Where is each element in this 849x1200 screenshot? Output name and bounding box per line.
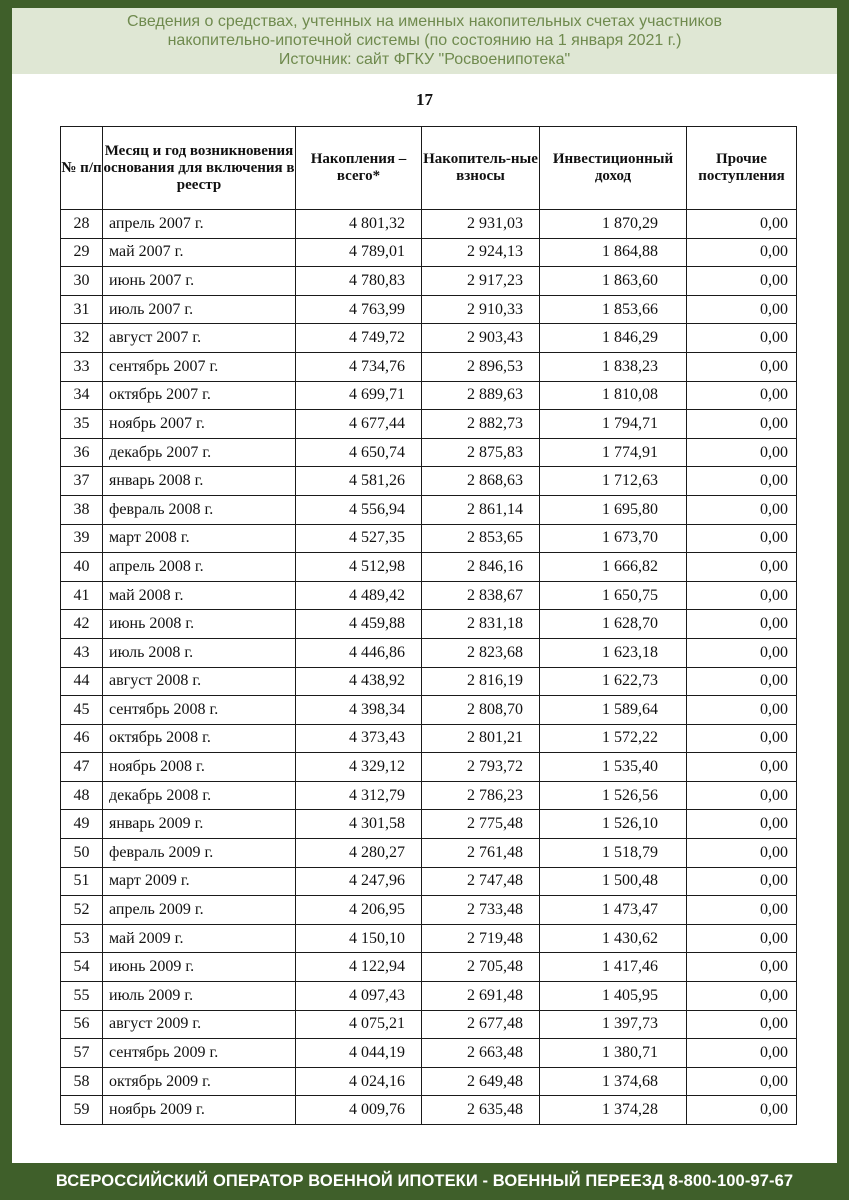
table-row <box>61 610 797 639</box>
row-contributions: 2 705,48 <box>422 953 540 982</box>
table-row <box>61 781 797 810</box>
row-total: 4 801,32 <box>296 210 422 239</box>
row-month: февраль 2008 г. <box>103 495 296 524</box>
row-other: 0,00 <box>687 839 797 868</box>
row-number: 59 <box>61 1096 103 1125</box>
row-contributions: 2 882,73 <box>422 410 540 439</box>
row-month: сентябрь 2008 г. <box>103 696 296 725</box>
row-total: 4 122,94 <box>296 953 422 982</box>
row-contributions: 2 663,48 <box>422 1039 540 1068</box>
row-contributions: 2 649,48 <box>422 1067 540 1096</box>
row-number: 54 <box>61 953 103 982</box>
row-investment-income: 1 863,60 <box>540 267 687 296</box>
row-month: январь 2008 г. <box>103 467 296 496</box>
row-number: 30 <box>61 267 103 296</box>
row-month: август 2009 г. <box>103 1010 296 1039</box>
accumulation-table <box>60 126 797 1125</box>
column-header-number: № п/п <box>61 127 103 210</box>
row-contributions: 2 838,67 <box>422 581 540 610</box>
row-investment-income: 1 794,71 <box>540 410 687 439</box>
row-investment-income: 1 374,28 <box>540 1096 687 1125</box>
row-contributions: 2 733,48 <box>422 896 540 925</box>
row-other: 0,00 <box>687 352 797 381</box>
row-number: 49 <box>61 810 103 839</box>
table-row <box>61 238 797 267</box>
row-month: апрель 2007 г. <box>103 210 296 239</box>
row-contributions: 2 903,43 <box>422 324 540 353</box>
row-total: 4 097,43 <box>296 982 422 1011</box>
row-contributions: 2 917,23 <box>422 267 540 296</box>
row-number: 51 <box>61 867 103 896</box>
row-month: январь 2009 г. <box>103 810 296 839</box>
row-other: 0,00 <box>687 1096 797 1125</box>
row-investment-income: 1 695,80 <box>540 495 687 524</box>
row-month: октябрь 2007 г. <box>103 381 296 410</box>
row-total: 4 677,44 <box>296 410 422 439</box>
row-month: декабрь 2008 г. <box>103 781 296 810</box>
row-total: 4 734,76 <box>296 352 422 381</box>
row-other: 0,00 <box>687 524 797 553</box>
table-header-row <box>61 127 797 210</box>
row-total: 4 581,26 <box>296 467 422 496</box>
column-header-total: Накопления – всего* <box>296 127 422 210</box>
row-investment-income: 1 405,95 <box>540 982 687 1011</box>
row-month: июль 2008 г. <box>103 638 296 667</box>
column-header-other: Прочие поступления <box>687 127 797 210</box>
row-total: 4 749,72 <box>296 324 422 353</box>
row-number: 50 <box>61 839 103 868</box>
row-investment-income: 1 526,56 <box>540 781 687 810</box>
row-month: май 2008 г. <box>103 581 296 610</box>
row-month: февраль 2009 г. <box>103 839 296 868</box>
row-contributions: 2 719,48 <box>422 924 540 953</box>
row-investment-income: 1 622,73 <box>540 667 687 696</box>
row-number: 42 <box>61 610 103 639</box>
row-other: 0,00 <box>687 638 797 667</box>
row-number: 44 <box>61 667 103 696</box>
table-row <box>61 696 797 725</box>
row-contributions: 2 747,48 <box>422 867 540 896</box>
row-investment-income: 1 666,82 <box>540 553 687 582</box>
row-other: 0,00 <box>687 982 797 1011</box>
row-total: 4 459,88 <box>296 610 422 639</box>
row-total: 4 446,86 <box>296 638 422 667</box>
column-header-month: Месяц и год возникновения основания для включения в реестр <box>103 127 296 210</box>
row-number: 53 <box>61 924 103 953</box>
row-total: 4 247,96 <box>296 867 422 896</box>
row-month: июнь 2008 г. <box>103 610 296 639</box>
row-contributions: 2 775,48 <box>422 810 540 839</box>
row-number: 35 <box>61 410 103 439</box>
row-total: 4 398,34 <box>296 696 422 725</box>
row-month: май 2009 г. <box>103 924 296 953</box>
row-other: 0,00 <box>687 324 797 353</box>
row-other: 0,00 <box>687 267 797 296</box>
table-row <box>61 324 797 353</box>
row-month: июнь 2009 г. <box>103 953 296 982</box>
row-investment-income: 1 774,91 <box>540 438 687 467</box>
footer-banner: ВСЕРОССИЙСКИЙ ОПЕРАТОР ВОЕННОЙ ИПОТЕКИ - ВОЕННЫЙ ПЕРЕЕЗД 8-800-100-97-67 <box>55 1172 794 1190</box>
row-total: 4 044,19 <box>296 1039 422 1068</box>
row-investment-income: 1 430,62 <box>540 924 687 953</box>
row-number: 48 <box>61 781 103 810</box>
row-total: 4 780,83 <box>296 267 422 296</box>
row-number: 37 <box>61 467 103 496</box>
column-header-investment-income: Инвестиционный доход <box>540 127 687 210</box>
table-row <box>61 467 797 496</box>
row-other: 0,00 <box>687 810 797 839</box>
table-body <box>61 210 797 1125</box>
row-investment-income: 1 500,48 <box>540 867 687 896</box>
row-month: апрель 2009 г. <box>103 896 296 925</box>
row-month: март 2008 г. <box>103 524 296 553</box>
table-row <box>61 267 797 296</box>
row-number: 45 <box>61 696 103 725</box>
row-investment-income: 1 864,88 <box>540 238 687 267</box>
table-row <box>61 352 797 381</box>
row-contributions: 2 853,65 <box>422 524 540 553</box>
row-month: июль 2009 г. <box>103 982 296 1011</box>
row-contributions: 2 801,21 <box>422 724 540 753</box>
table-row <box>61 581 797 610</box>
row-other: 0,00 <box>687 581 797 610</box>
row-month: ноябрь 2007 г. <box>103 410 296 439</box>
page-number: 17 <box>416 90 433 109</box>
row-number: 33 <box>61 352 103 381</box>
row-total: 4 280,27 <box>296 839 422 868</box>
row-contributions: 2 924,13 <box>422 238 540 267</box>
row-contributions: 2 868,63 <box>422 467 540 496</box>
row-other: 0,00 <box>687 553 797 582</box>
header-line-1: Сведения о средствах, учтенных на именных накопительных счетах участников <box>126 13 723 30</box>
row-contributions: 2 846,16 <box>422 553 540 582</box>
row-contributions: 2 761,48 <box>422 839 540 868</box>
table-row <box>61 867 797 896</box>
row-month: апрель 2008 г. <box>103 553 296 582</box>
table-row <box>61 495 797 524</box>
row-other: 0,00 <box>687 953 797 982</box>
row-total: 4 699,71 <box>296 381 422 410</box>
row-other: 0,00 <box>687 1010 797 1039</box>
row-other: 0,00 <box>687 610 797 639</box>
row-total: 4 024,16 <box>296 1067 422 1096</box>
row-other: 0,00 <box>687 238 797 267</box>
row-total: 4 527,35 <box>296 524 422 553</box>
row-other: 0,00 <box>687 381 797 410</box>
row-month: август 2008 г. <box>103 667 296 696</box>
row-other: 0,00 <box>687 1039 797 1068</box>
row-investment-income: 1 397,73 <box>540 1010 687 1039</box>
row-contributions: 2 808,70 <box>422 696 540 725</box>
row-number: 31 <box>61 295 103 324</box>
table-row <box>61 524 797 553</box>
table-row <box>61 667 797 696</box>
row-investment-income: 1 526,10 <box>540 810 687 839</box>
row-month: март 2009 г. <box>103 867 296 896</box>
row-contributions: 2 889,63 <box>422 381 540 410</box>
table-row <box>61 1096 797 1125</box>
row-investment-income: 1 473,47 <box>540 896 687 925</box>
row-other: 0,00 <box>687 467 797 496</box>
row-total: 4 206,95 <box>296 896 422 925</box>
row-investment-income: 1 374,68 <box>540 1067 687 1096</box>
row-number: 52 <box>61 896 103 925</box>
row-other: 0,00 <box>687 867 797 896</box>
row-total: 4 489,42 <box>296 581 422 610</box>
row-investment-income: 1 628,70 <box>540 610 687 639</box>
row-other: 0,00 <box>687 696 797 725</box>
table-row <box>61 210 797 239</box>
row-contributions: 2 786,23 <box>422 781 540 810</box>
row-number: 38 <box>61 495 103 524</box>
info-header <box>12 8 837 74</box>
row-month: сентябрь 2009 г. <box>103 1039 296 1068</box>
table-row <box>61 810 797 839</box>
row-number: 41 <box>61 581 103 610</box>
row-month: октябрь 2008 г. <box>103 724 296 753</box>
row-contributions: 2 793,72 <box>422 753 540 782</box>
row-investment-income: 1 589,64 <box>540 696 687 725</box>
row-other: 0,00 <box>687 724 797 753</box>
row-investment-income: 1 518,79 <box>540 839 687 868</box>
row-number: 47 <box>61 753 103 782</box>
table-row <box>61 553 797 582</box>
row-contributions: 2 691,48 <box>422 982 540 1011</box>
row-other: 0,00 <box>687 495 797 524</box>
row-other: 0,00 <box>687 667 797 696</box>
row-number: 56 <box>61 1010 103 1039</box>
row-contributions: 2 635,48 <box>422 1096 540 1125</box>
row-total: 4 438,92 <box>296 667 422 696</box>
row-contributions: 2 910,33 <box>422 295 540 324</box>
row-number: 36 <box>61 438 103 467</box>
column-header-contributions: Накопитель-ные взносы <box>422 127 540 210</box>
row-other: 0,00 <box>687 896 797 925</box>
row-month: октябрь 2009 г. <box>103 1067 296 1096</box>
row-other: 0,00 <box>687 210 797 239</box>
row-month: сентябрь 2007 г. <box>103 352 296 381</box>
document-page <box>12 8 837 1163</box>
row-contributions: 2 816,19 <box>422 667 540 696</box>
row-total: 4 150,10 <box>296 924 422 953</box>
row-contributions: 2 896,53 <box>422 352 540 381</box>
row-investment-income: 1 810,08 <box>540 381 687 410</box>
row-investment-income: 1 535,40 <box>540 753 687 782</box>
header-line-3: Источник: сайт ФГКУ "Росвоенипотека" <box>278 51 571 68</box>
row-other: 0,00 <box>687 781 797 810</box>
row-total: 4 329,12 <box>296 753 422 782</box>
row-month: август 2007 г. <box>103 324 296 353</box>
row-number: 29 <box>61 238 103 267</box>
row-contributions: 2 823,68 <box>422 638 540 667</box>
table-row <box>61 410 797 439</box>
row-number: 28 <box>61 210 103 239</box>
row-investment-income: 1 838,23 <box>540 352 687 381</box>
table-row <box>61 982 797 1011</box>
row-contributions: 2 931,03 <box>422 210 540 239</box>
row-month: июль 2007 г. <box>103 295 296 324</box>
table-row <box>61 295 797 324</box>
row-total: 4 009,76 <box>296 1096 422 1125</box>
row-other: 0,00 <box>687 295 797 324</box>
row-number: 32 <box>61 324 103 353</box>
row-investment-income: 1 853,66 <box>540 295 687 324</box>
row-investment-income: 1 650,75 <box>540 581 687 610</box>
table-row <box>61 753 797 782</box>
row-other: 0,00 <box>687 1067 797 1096</box>
row-month: ноябрь 2008 г. <box>103 753 296 782</box>
row-other: 0,00 <box>687 438 797 467</box>
row-investment-income: 1 846,29 <box>540 324 687 353</box>
table-row <box>61 381 797 410</box>
table-row <box>61 1067 797 1096</box>
row-number: 46 <box>61 724 103 753</box>
row-number: 34 <box>61 381 103 410</box>
row-number: 57 <box>61 1039 103 1068</box>
row-investment-income: 1 870,29 <box>540 210 687 239</box>
row-contributions: 2 861,14 <box>422 495 540 524</box>
row-total: 4 312,79 <box>296 781 422 810</box>
row-contributions: 2 875,83 <box>422 438 540 467</box>
table-row <box>61 839 797 868</box>
table-row <box>61 924 797 953</box>
row-total: 4 373,43 <box>296 724 422 753</box>
row-total: 4 512,98 <box>296 553 422 582</box>
row-other: 0,00 <box>687 753 797 782</box>
row-number: 43 <box>61 638 103 667</box>
row-investment-income: 1 572,22 <box>540 724 687 753</box>
row-other: 0,00 <box>687 924 797 953</box>
table-row <box>61 953 797 982</box>
row-total: 4 650,74 <box>296 438 422 467</box>
row-number: 58 <box>61 1067 103 1096</box>
table-row <box>61 1010 797 1039</box>
row-total: 4 789,01 <box>296 238 422 267</box>
row-number: 39 <box>61 524 103 553</box>
row-total: 4 763,99 <box>296 295 422 324</box>
row-month: май 2007 г. <box>103 238 296 267</box>
table-row <box>61 1039 797 1068</box>
row-investment-income: 1 712,63 <box>540 467 687 496</box>
row-total: 4 075,21 <box>296 1010 422 1039</box>
row-total: 4 556,94 <box>296 495 422 524</box>
row-investment-income: 1 417,46 <box>540 953 687 982</box>
row-month: июнь 2007 г. <box>103 267 296 296</box>
row-month: декабрь 2007 г. <box>103 438 296 467</box>
row-other: 0,00 <box>687 410 797 439</box>
row-number: 40 <box>61 553 103 582</box>
table-row <box>61 638 797 667</box>
row-investment-income: 1 380,71 <box>540 1039 687 1068</box>
row-investment-income: 1 623,18 <box>540 638 687 667</box>
row-month: ноябрь 2009 г. <box>103 1096 296 1125</box>
row-total: 4 301,58 <box>296 810 422 839</box>
table-row <box>61 438 797 467</box>
table-row <box>61 896 797 925</box>
row-investment-income: 1 673,70 <box>540 524 687 553</box>
row-number: 55 <box>61 982 103 1011</box>
row-contributions: 2 831,18 <box>422 610 540 639</box>
row-contributions: 2 677,48 <box>422 1010 540 1039</box>
table-row <box>61 724 797 753</box>
header-line-2: накопительно-ипотечной системы (по состоянию на 1 января 2021 г.) <box>167 32 682 49</box>
